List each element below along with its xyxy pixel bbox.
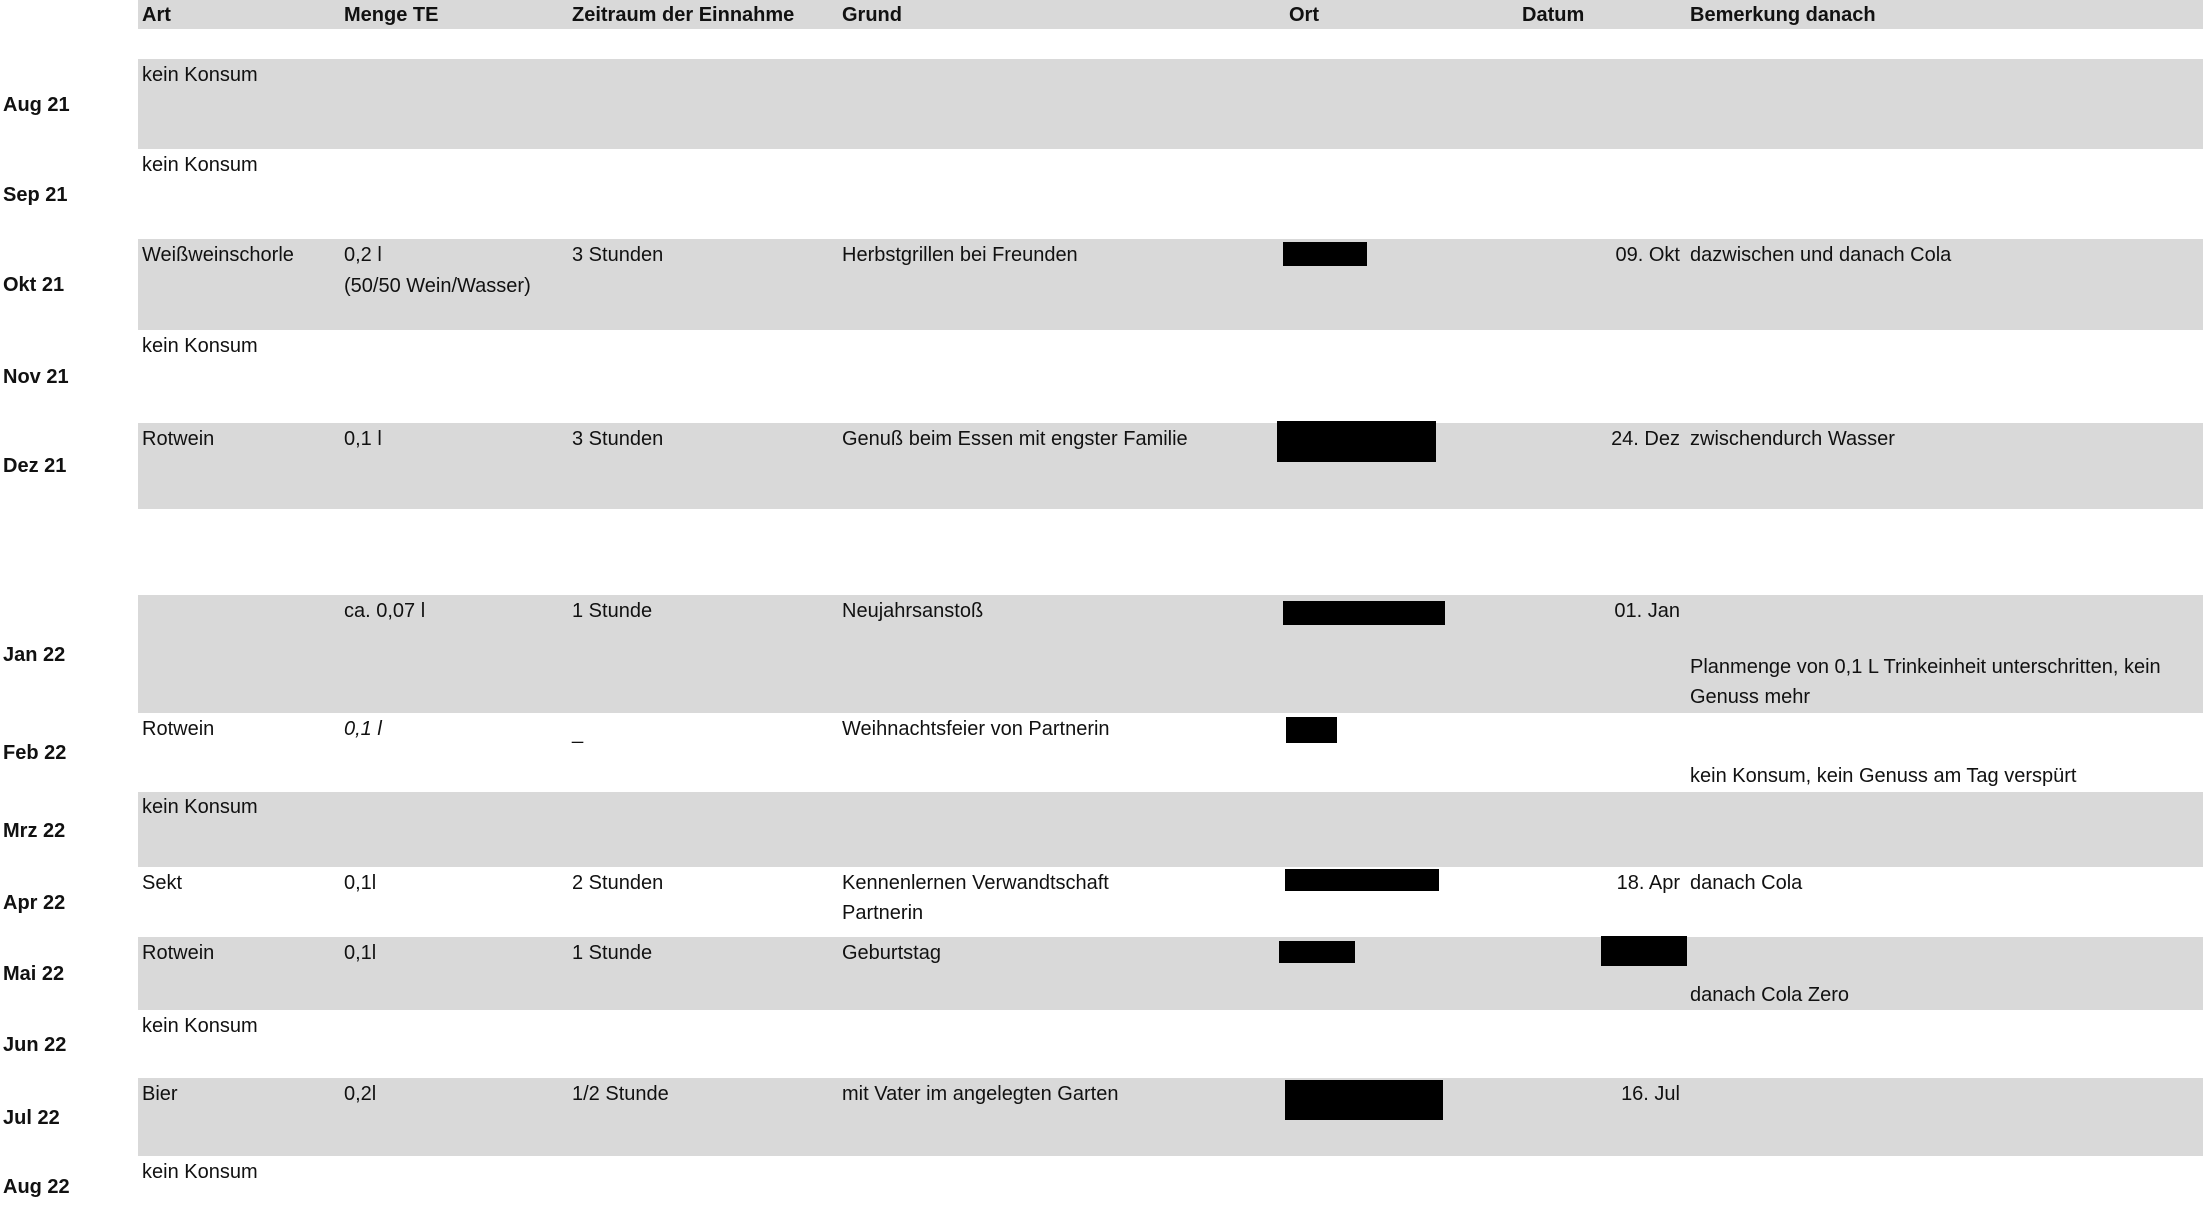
redaction-ort <box>1285 1080 1443 1120</box>
cell-zeitraum: 1 Stunde <box>572 942 653 964</box>
redaction-ort <box>1286 717 1337 743</box>
cell-grund: Herbstgrillen bei Freunden <box>842 244 1078 266</box>
cell-art: Rotwein <box>142 942 215 964</box>
cell-zeitraum: 1/2 Stunde <box>572 1083 669 1105</box>
month-label: Jun 22 <box>3 1034 67 1056</box>
cell-art: kein Konsum <box>142 1015 258 1037</box>
month-label: Jan 22 <box>3 644 66 666</box>
table-header <box>138 0 2203 29</box>
header-grund: Grund <box>842 4 902 26</box>
cell-datum: 16. Jul <box>1621 1083 1680 1105</box>
month-label: Dez 21 <box>3 455 67 477</box>
cell-datum: 18. Apr <box>1616 872 1680 894</box>
header-art: Art <box>142 4 171 26</box>
month-label: Okt 21 <box>3 274 65 296</box>
cell-zeitraum: 1 Stunde <box>572 600 653 622</box>
month-label: Apr 22 <box>3 892 66 914</box>
header-zeitraum: Zeitraum der Einnahme <box>572 4 795 26</box>
month-label: Sep 21 <box>3 184 68 206</box>
cell-art: kein Konsum <box>142 1161 258 1183</box>
cell-art: kein Konsum <box>142 154 258 176</box>
cell-menge: 0,1l <box>344 872 377 894</box>
cell-grund: Weihnachtsfeier von Partnerin <box>842 718 1110 740</box>
redaction-datum <box>1601 936 1687 966</box>
cell-menge: 0,1 l <box>344 428 382 450</box>
redaction-ort <box>1283 601 1445 625</box>
cell-bemerkung: zwischendurch Wasser <box>1690 428 1895 450</box>
cell-grund: Kennenlernen Verwandtschaft <box>842 872 1109 894</box>
cell-grund: Geburtstag <box>842 942 941 964</box>
cell-menge: 0,1l <box>344 942 377 964</box>
cell-bemerkung: Genuss mehr <box>1690 686 1811 708</box>
header-datum: Datum <box>1522 4 1585 26</box>
cell-menge: 0,1 l <box>344 718 382 740</box>
header-ort: Ort <box>1289 4 1319 26</box>
cell-art: Weißweinschorle <box>142 244 294 266</box>
cell-zeitraum: 3 Stunden <box>572 428 664 450</box>
cell-zeitraum: 2 Stunden <box>572 872 664 894</box>
month-label: Jul 22 <box>3 1107 60 1129</box>
cell-datum: 24. Dez <box>1611 428 1680 450</box>
cell-grund: Neujahrsanstoß <box>842 600 984 622</box>
cell-grund: Genuß beim Essen mit engster Familie <box>842 428 1188 450</box>
cell-menge: 0,2 l <box>344 244 382 266</box>
month-label: Mai 22 <box>3 963 65 985</box>
cell-bemerkung: danach Cola <box>1690 872 1803 894</box>
redaction-ort <box>1277 421 1436 462</box>
redaction-ort <box>1283 242 1367 266</box>
redaction-ort <box>1285 869 1439 891</box>
row-band-jul22 <box>138 1078 2203 1156</box>
cell-datum: 09. Okt <box>1615 244 1680 266</box>
cell-grund: Partnerin <box>842 902 924 924</box>
cell-datum: 01. Jan <box>1614 600 1680 622</box>
cell-zeitraum: _ <box>572 722 584 744</box>
cell-bemerkung: kein Konsum, kein Genuss am Tag verspürt <box>1690 765 2077 787</box>
cell-art: kein Konsum <box>142 796 258 818</box>
cell-menge: ca. 0,07 l <box>344 600 426 622</box>
header-bemerkung: Bemerkung danach <box>1690 4 1876 26</box>
cell-art: Sekt <box>142 872 183 894</box>
cell-bemerkung: danach Cola Zero <box>1690 984 1849 1006</box>
cell-art: kein Konsum <box>142 335 258 357</box>
month-label: Aug 21 <box>3 94 70 116</box>
cell-bemerkung: dazwischen und danach Cola <box>1690 244 1952 266</box>
row-band-mrz22 <box>138 792 2203 867</box>
month-label: Feb 22 <box>3 742 67 764</box>
cell-art: Rotwein <box>142 428 215 450</box>
row-band-aug21 <box>138 59 2203 149</box>
cell-menge: 0,2l <box>344 1083 377 1105</box>
row-band-mai22 <box>138 937 2203 1010</box>
cell-art: kein Konsum <box>142 64 258 86</box>
cell-art: Bier <box>142 1083 178 1105</box>
cell-bemerkung: Planmenge von 0,1 L Trinkeinheit unterschritten, kein <box>1690 656 2161 678</box>
cell-menge: (50/50 Wein/Wasser) <box>344 275 531 297</box>
month-label: Aug 22 <box>3 1176 70 1198</box>
month-label: Mrz 22 <box>3 820 66 842</box>
cell-grund: mit Vater im angelegten Garten <box>842 1083 1119 1105</box>
redaction-ort <box>1279 941 1355 963</box>
month-label: Nov 21 <box>3 366 69 388</box>
header-menge: Menge TE <box>344 4 439 26</box>
cell-art: Rotwein <box>142 718 215 740</box>
cell-zeitraum: 3 Stunden <box>572 244 664 266</box>
